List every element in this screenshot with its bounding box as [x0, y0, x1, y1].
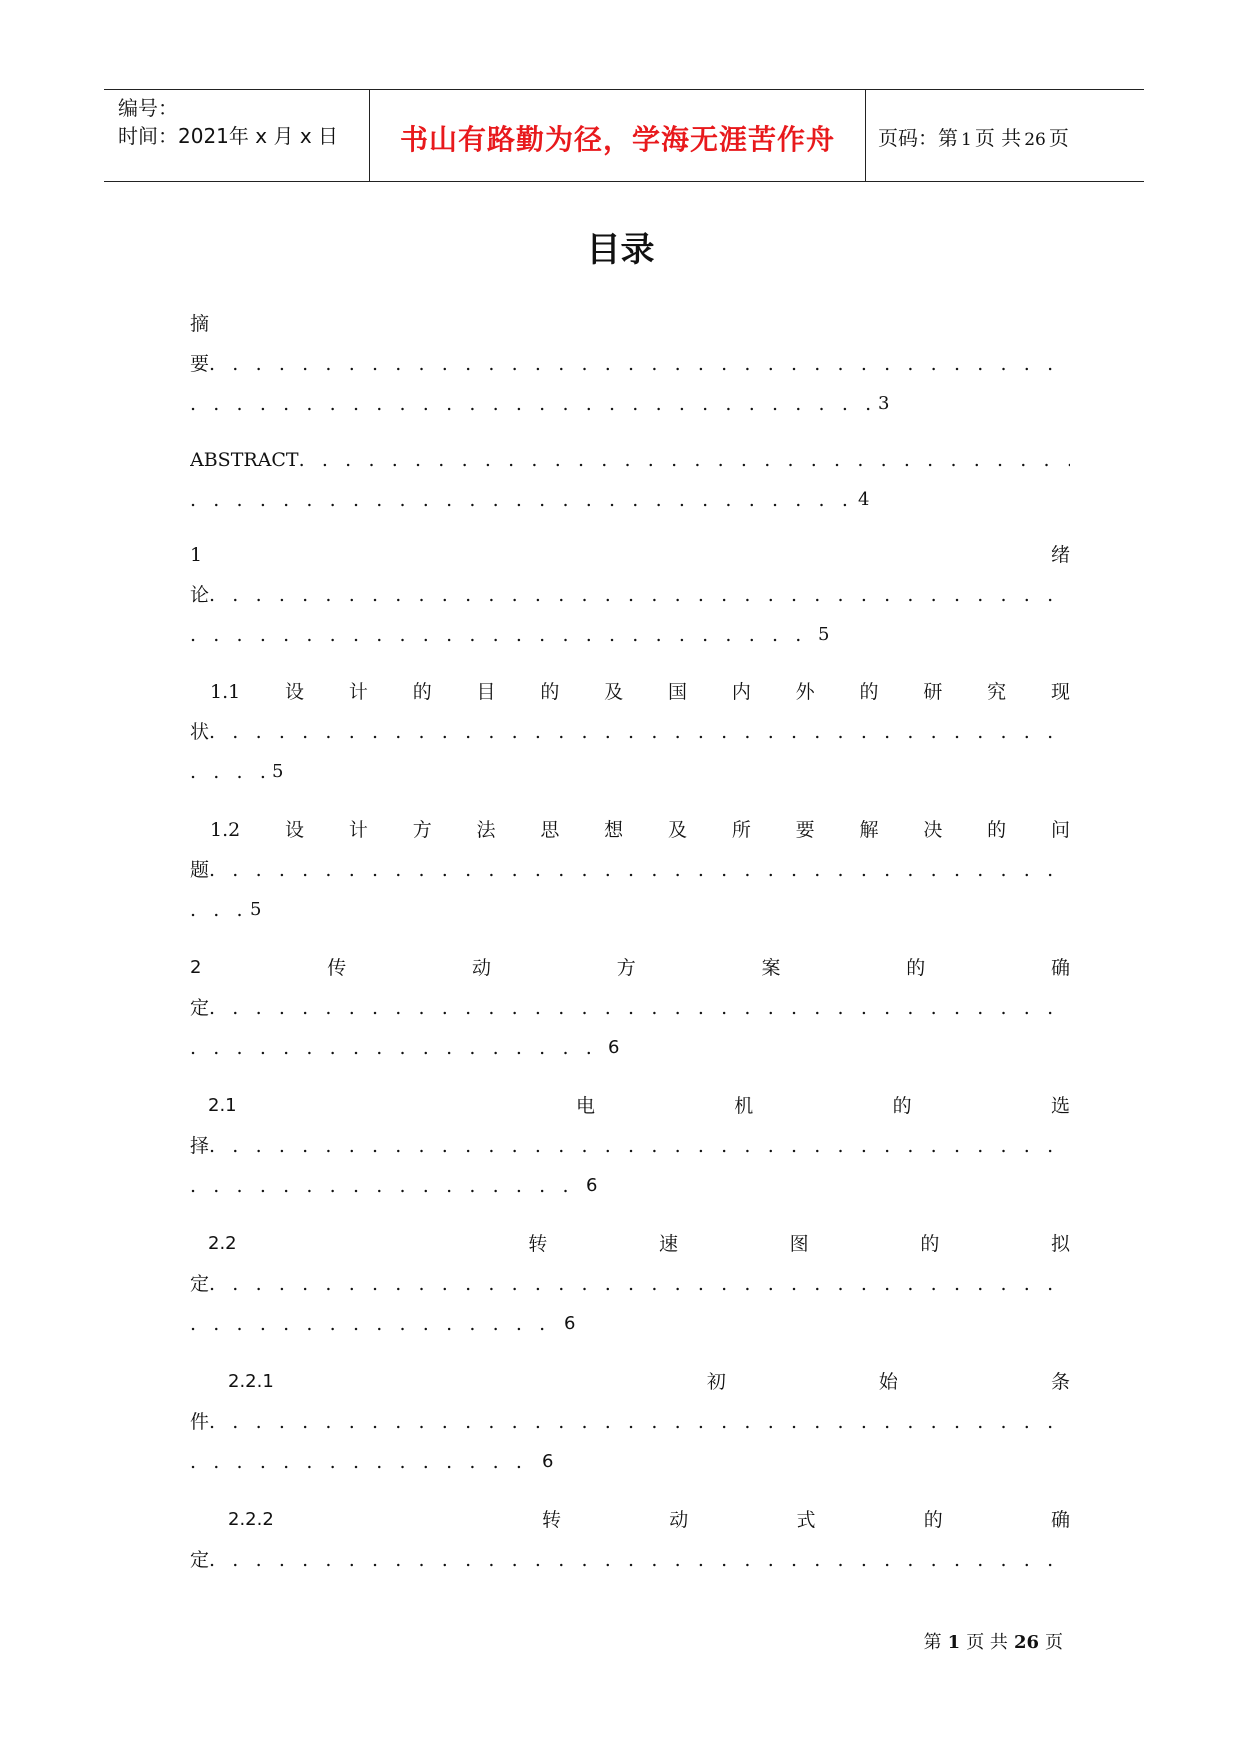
- toc-title-char: 条: [1050, 1371, 1070, 1393]
- toc-title-char: 传: [327, 957, 347, 979]
- toc-title-char: 确: [1050, 957, 1070, 979]
- toc-title-char: 拟: [1050, 1233, 1070, 1255]
- toc-entry-s2-1[interactable]: [190, 1088, 1070, 1124]
- toc-leader-line: [190, 1542, 1070, 1578]
- toc-label-top: 摘: [190, 313, 210, 335]
- toc-title-char: 绪: [1050, 544, 1070, 566]
- toc-section-number: 2.1: [208, 1095, 237, 1116]
- page-footer: [924, 1628, 1063, 1654]
- toc-label-lead: 状: [190, 721, 210, 743]
- toc-leader-line: [190, 852, 1070, 888]
- toc-page-number: 6: [608, 1037, 620, 1058]
- dot-leader: [209, 1404, 1070, 1440]
- toc-title-char: 初: [706, 1371, 726, 1393]
- toc-entry-abstract-cn[interactable]: [190, 306, 1070, 342]
- toc-label-lead: 题: [190, 859, 210, 881]
- toc-title-char: 解: [859, 819, 879, 841]
- serial-number-label: 编号：: [118, 96, 178, 120]
- toc-title-char: 转: [542, 1509, 562, 1531]
- toc-tail-line: [190, 482, 1070, 518]
- toc-page-number: 6: [564, 1313, 576, 1334]
- toc-title-char: 确: [1050, 1509, 1070, 1531]
- toc-title-char: 式: [796, 1509, 816, 1531]
- toc-label-lead: 论: [190, 584, 210, 606]
- dot-leader: [190, 892, 244, 928]
- toc-section-number: 2.2.1: [228, 1371, 274, 1392]
- toc-label-lead: 定: [190, 1273, 210, 1295]
- toc-label-lead: 件: [190, 1411, 210, 1433]
- toc-tail-line: [190, 1306, 1070, 1342]
- dot-leader: [190, 482, 852, 518]
- dot-leader: [209, 1542, 1070, 1578]
- toc-title-char: 计: [348, 819, 368, 841]
- page-total: 26: [1024, 130, 1046, 150]
- toc-page-number: 6: [586, 1175, 598, 1196]
- toc-leader-line: [190, 990, 1070, 1026]
- toc-tail-line: [190, 1168, 1070, 1204]
- toc-section-number: 1: [190, 544, 203, 566]
- toc-section-number: 2: [190, 957, 202, 978]
- toc-label-lead: 要: [190, 353, 210, 375]
- dot-leader: [190, 1306, 558, 1342]
- dot-leader: [190, 1168, 580, 1204]
- page-prefix: 第: [938, 126, 958, 150]
- toc-title-char: 的: [859, 681, 879, 703]
- page-code: [878, 122, 1069, 151]
- toc-entry-s1-1[interactable]: [190, 674, 1070, 710]
- toc-title: 目录: [586, 230, 655, 270]
- dot-leader: [209, 1266, 1070, 1302]
- toc-title-char: 动: [471, 957, 491, 979]
- toc-title-char: 方: [412, 819, 432, 841]
- motto-text: 书山有路勤为径，学海无涯苦作舟: [399, 123, 835, 156]
- toc-title-char: 外: [795, 681, 815, 703]
- toc-tail-line: [190, 617, 1070, 653]
- toc-title-char: 及: [668, 819, 688, 841]
- toc-page-number: 3: [878, 393, 890, 414]
- toc-page-number: 5: [272, 761, 284, 782]
- toc-title-char: 选: [1050, 1095, 1070, 1117]
- toc-section-number: 2.2: [208, 1233, 237, 1254]
- toc-title-char: 的: [906, 957, 926, 979]
- footer-current-page: 1: [947, 1632, 961, 1653]
- toc-title-char: 设: [285, 681, 305, 703]
- dot-leader: [209, 1128, 1070, 1164]
- toc-title-char: 决: [923, 819, 943, 841]
- month-unit: 月: [273, 124, 294, 148]
- toc-page-number: 5: [818, 624, 830, 645]
- toc-title-char: 现: [1050, 681, 1070, 703]
- toc-entry-ch2[interactable]: [190, 950, 1070, 986]
- toc-leader-line: [190, 1404, 1070, 1440]
- dot-leader: [209, 714, 1070, 750]
- document-header: [104, 89, 1144, 182]
- footer-total-pages: 26: [1013, 1632, 1039, 1653]
- toc-label-lead: ABSTRACT: [190, 449, 299, 471]
- year-unit: 年: [228, 124, 249, 148]
- dot-leader: [190, 754, 266, 790]
- toc-title-char: 的: [923, 1509, 943, 1531]
- toc-leader-line: [190, 1128, 1070, 1164]
- footer-suffix: 页: [1045, 1632, 1063, 1653]
- toc-leader-line: [190, 714, 1070, 750]
- toc-section-number: 2.2.2: [228, 1509, 274, 1530]
- toc-title-char: 的: [540, 681, 560, 703]
- dot-leader: [209, 852, 1070, 888]
- toc-title-char: 动: [669, 1509, 689, 1531]
- dot-leader: [190, 1030, 602, 1066]
- toc-leader-line: [190, 577, 1070, 613]
- toc-title-char: 电: [575, 1095, 595, 1117]
- dot-leader: [190, 1444, 536, 1480]
- toc-title-char: 思: [540, 819, 560, 841]
- dot-leader: [209, 990, 1070, 1026]
- toc-section-number: 1.1: [210, 681, 241, 703]
- dot-leader: [299, 442, 1070, 478]
- toc-title-char: 图: [789, 1233, 809, 1255]
- day-value: x: [299, 124, 312, 148]
- toc-title-char: 想: [604, 819, 624, 841]
- header-info-cell: [104, 90, 370, 181]
- toc-title-char: 始: [878, 1371, 898, 1393]
- toc-title-char: 速: [658, 1233, 678, 1255]
- page-mid: 页 共: [974, 126, 1022, 150]
- toc-entry-ch1[interactable]: [190, 537, 1070, 573]
- toc-title-char: 目: [476, 681, 496, 703]
- page-code-label: 页码：: [878, 126, 938, 150]
- toc-tail-line: [190, 754, 1070, 790]
- toc-title-char: 法: [476, 819, 496, 841]
- toc-title-char: 国: [668, 681, 688, 703]
- time-label: 时间：: [118, 124, 178, 148]
- toc-title-char: 及: [604, 681, 624, 703]
- dot-leader: [190, 617, 812, 653]
- toc-tail-line: [190, 1444, 1070, 1480]
- toc-title-char: 究: [987, 681, 1007, 703]
- toc-title-char: 案: [761, 957, 781, 979]
- toc-entry-abstract-en[interactable]: [190, 442, 1070, 478]
- toc-entry-s2-2[interactable]: [190, 1226, 1070, 1262]
- dot-leader: [209, 577, 1070, 613]
- dot-leader: [190, 386, 872, 422]
- toc-entry-s1-2[interactable]: [190, 812, 1070, 848]
- toc-page-number: 6: [542, 1451, 554, 1472]
- toc-title-char: 的: [412, 681, 432, 703]
- toc-title-char: 要: [795, 819, 815, 841]
- toc-title-char: 研: [923, 681, 943, 703]
- toc-leader-line: [190, 1266, 1070, 1302]
- year-value: 2021: [178, 124, 229, 148]
- toc-title-char: 计: [348, 681, 368, 703]
- toc-label-lead: 定: [190, 997, 210, 1019]
- toc-entry-s2-2-1[interactable]: [190, 1364, 1070, 1400]
- toc-leader-line: [190, 346, 1070, 382]
- toc-title-char: 设: [285, 819, 305, 841]
- toc-title-char: 转: [528, 1233, 548, 1255]
- header-motto-cell: [370, 90, 866, 181]
- toc-label-lead: 定: [190, 1549, 210, 1571]
- toc-title-char: 的: [987, 819, 1007, 841]
- toc-tail-line: [190, 386, 1070, 422]
- toc-title-char: 所: [731, 819, 751, 841]
- month-value: x: [255, 124, 268, 148]
- toc-page-number: 4: [858, 489, 870, 510]
- toc-title-char: 的: [920, 1233, 940, 1255]
- toc-title-char: 的: [892, 1095, 912, 1117]
- toc-entry-s2-2-2[interactable]: [190, 1502, 1070, 1538]
- toc-label-lead: 择: [190, 1135, 210, 1157]
- toc-tail-line: [190, 892, 1070, 928]
- dot-leader: [209, 346, 1070, 382]
- header-page-cell: [866, 90, 1144, 181]
- toc-title-char: 内: [731, 681, 751, 703]
- page-current: 1: [961, 130, 972, 150]
- day-unit: 日: [318, 124, 339, 148]
- toc-title-char: 机: [734, 1095, 754, 1117]
- toc-title-char: 问: [1050, 819, 1070, 841]
- date-line: [118, 120, 338, 149]
- footer-prefix: 第: [923, 1632, 942, 1653]
- footer-mid: 页 共: [966, 1632, 1008, 1653]
- toc-section-number: 1.2: [210, 819, 241, 841]
- toc-tail-line: [190, 1030, 1070, 1066]
- page-suffix: 页: [1048, 126, 1069, 150]
- toc-title-char: 方: [616, 957, 636, 979]
- toc-page-number: 5: [250, 899, 262, 920]
